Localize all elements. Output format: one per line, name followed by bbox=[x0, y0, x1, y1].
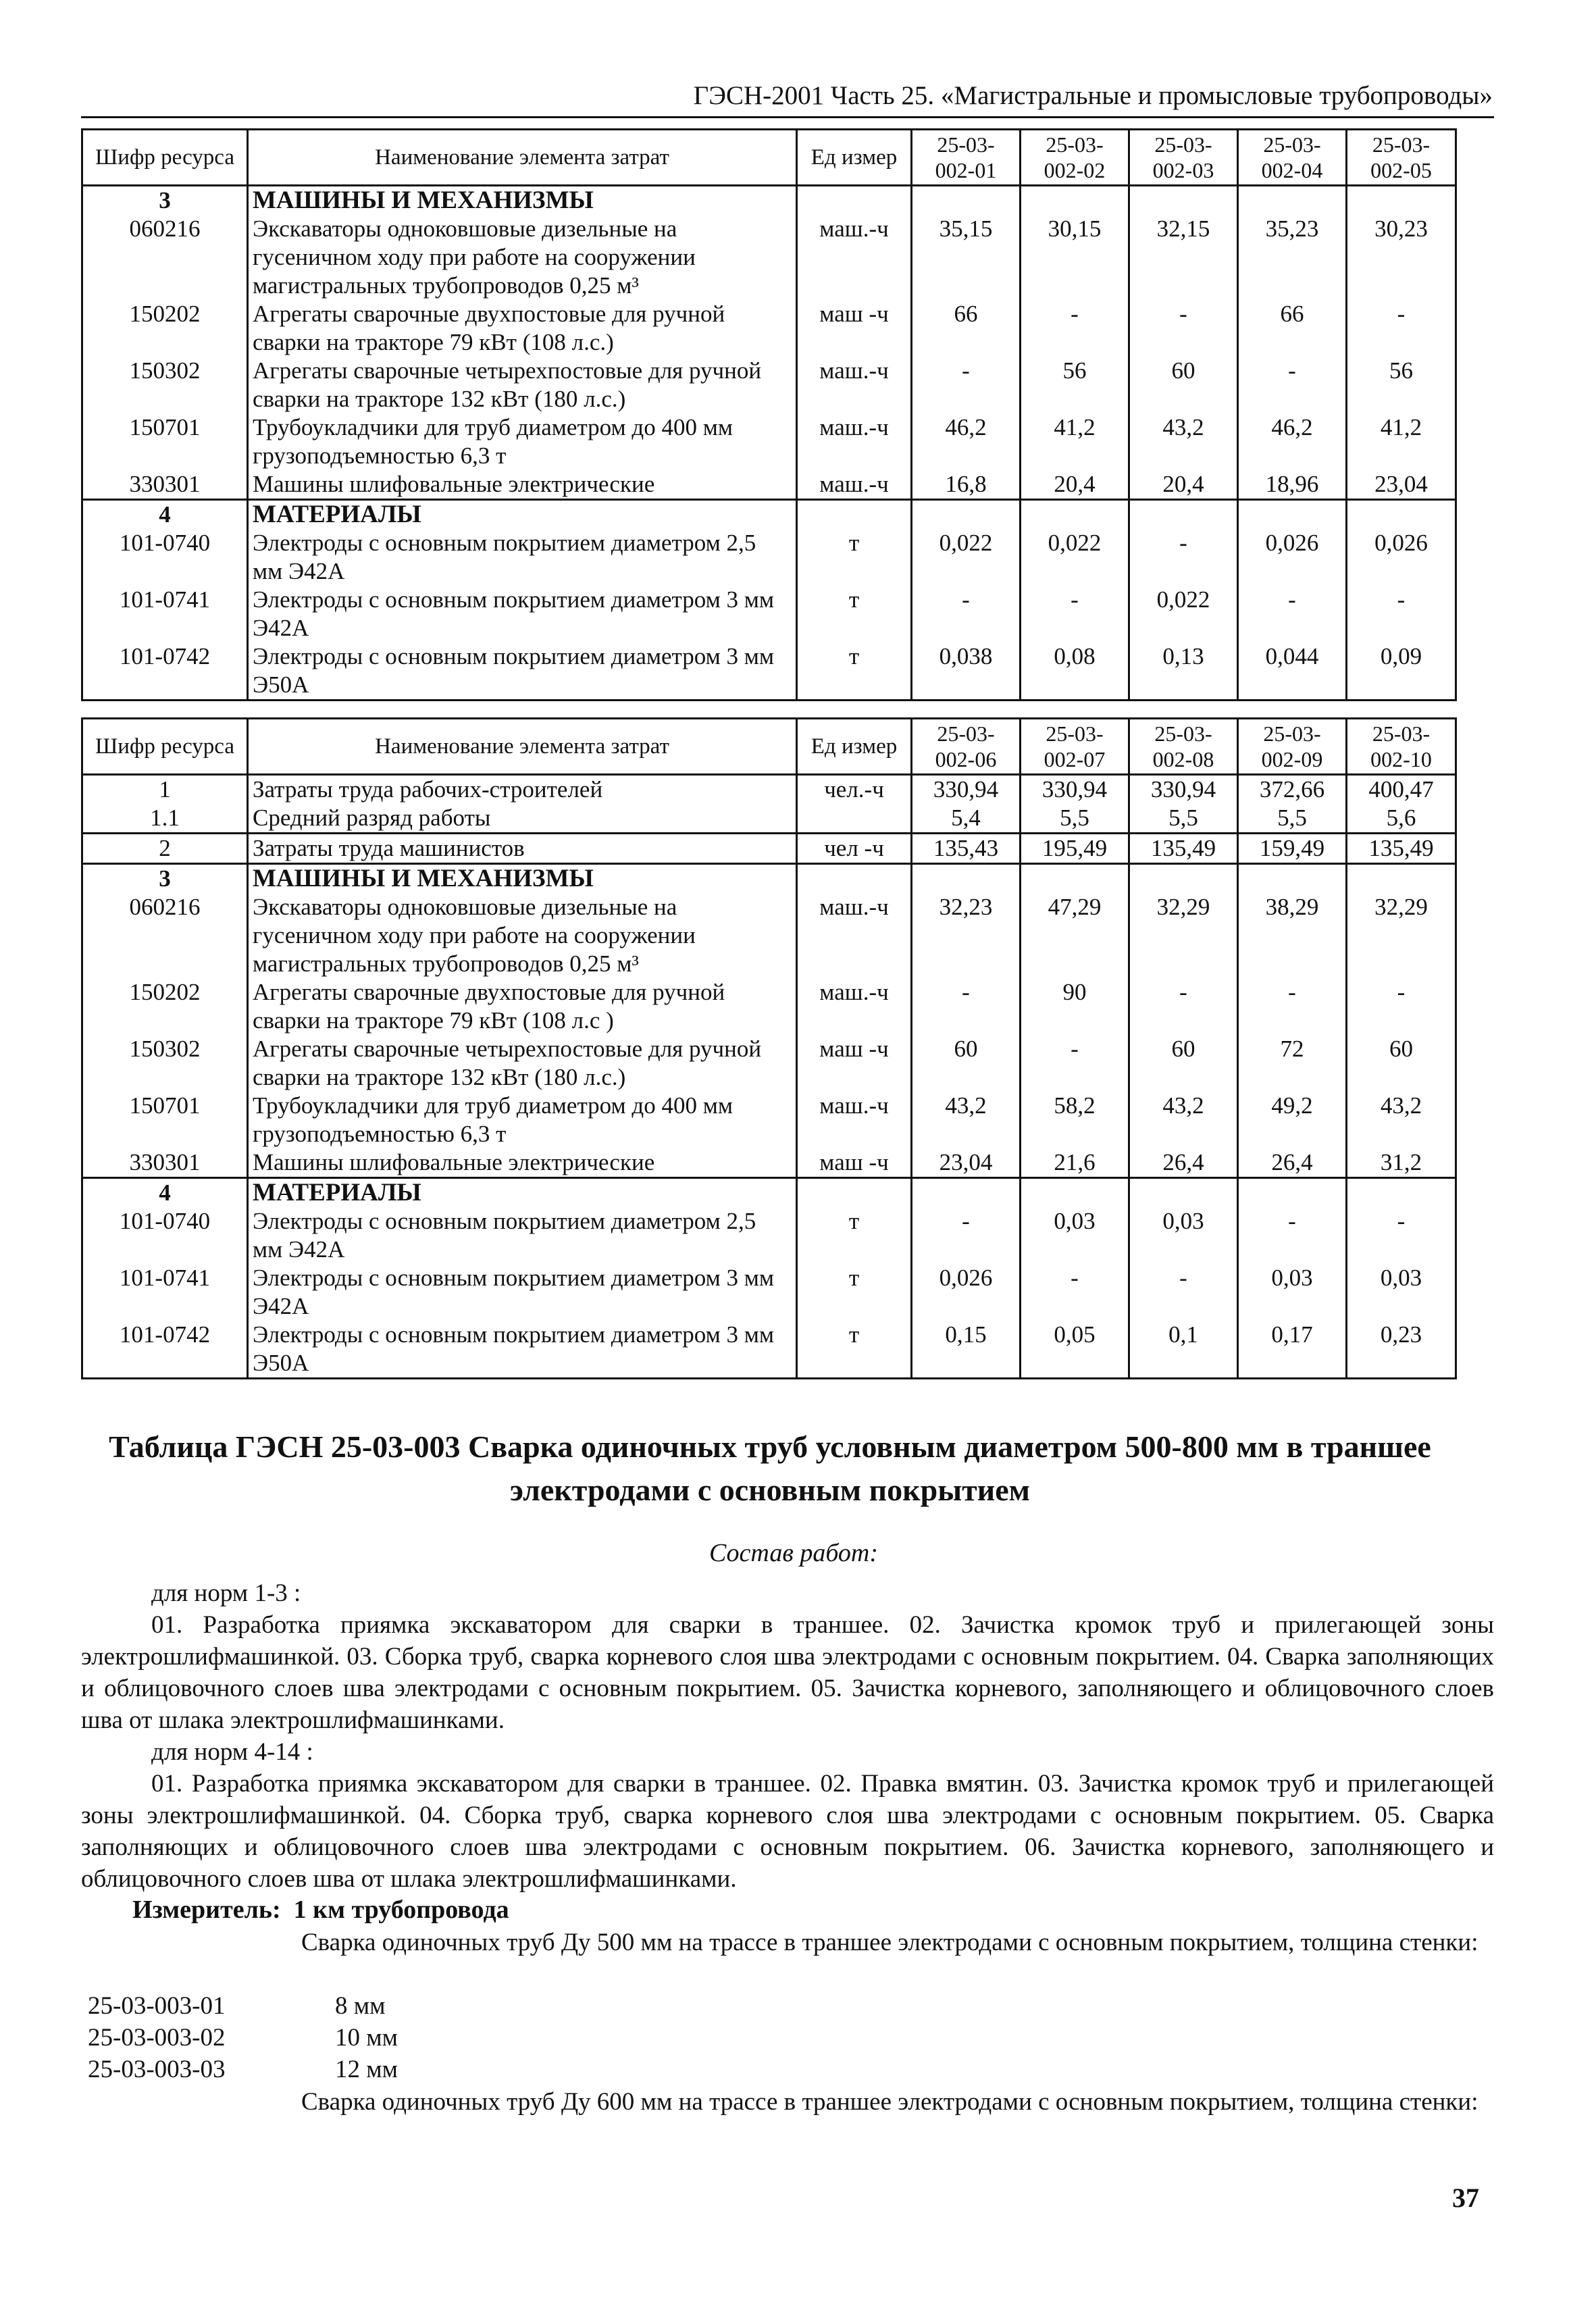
resource-value: 32,15 bbox=[1129, 215, 1238, 300]
resource-code: 150302 bbox=[82, 357, 248, 413]
resource-value: 23,04 bbox=[912, 1148, 1021, 1178]
page-number: 37 bbox=[1452, 2183, 1479, 2213]
resource-name: Агрегаты сварочные четырехпостовые для ручной сварки на тракторе 132 кВт (180 л.с.) bbox=[248, 357, 797, 413]
resource-value: 0,026 bbox=[1238, 529, 1347, 586]
resource-value: - bbox=[1347, 586, 1456, 642]
resource-table-2 bbox=[81, 717, 1457, 1379]
resource-value: 66 bbox=[912, 300, 1021, 357]
resource-value: - bbox=[1129, 1264, 1238, 1321]
resource-name: Агрегаты сварочные двухпостовые для ручной сварки на тракторе 79 кВт (108 л.с.) bbox=[248, 300, 797, 357]
measure-label: Измеритель: bbox=[132, 1896, 281, 1924]
resource-value: - bbox=[912, 1207, 1021, 1264]
resource-unit: маш.-ч bbox=[797, 215, 912, 300]
resource-row bbox=[82, 586, 1456, 642]
resource-value: 0,03 bbox=[1347, 1264, 1456, 1321]
resource-value: 35,15 bbox=[912, 215, 1021, 300]
resource-value: 46,2 bbox=[1238, 413, 1347, 470]
resource-value: 0,03 bbox=[1129, 1207, 1238, 1264]
resource-value: 330,94 bbox=[1021, 775, 1129, 805]
norm-thickness: 10 мм bbox=[335, 2024, 398, 2052]
resource-value: 38,29 bbox=[1238, 893, 1347, 978]
resource-value: 0,15 bbox=[912, 1321, 1021, 1379]
resource-value: - bbox=[1238, 586, 1347, 642]
resource-unit: маш.-ч bbox=[797, 357, 912, 413]
resource-value: - bbox=[1238, 978, 1347, 1035]
resource-value: 0,038 bbox=[912, 642, 1021, 701]
resource-row bbox=[82, 413, 1456, 470]
resource-unit: маш -ч bbox=[797, 1035, 912, 1092]
section-row bbox=[82, 186, 1456, 215]
resource-code: 101-0741 bbox=[82, 1264, 248, 1321]
section-code: 3 bbox=[82, 864, 248, 894]
resource-row bbox=[82, 978, 1456, 1035]
resource-name: Машины шлифовальные электрические bbox=[248, 1148, 797, 1178]
resource-value: 47,29 bbox=[1021, 893, 1129, 978]
resource-code: 330301 bbox=[82, 1148, 248, 1178]
resource-value: - bbox=[1238, 1207, 1347, 1264]
resource-name: Агрегаты сварочные четырехпостовые для ручной сварки на тракторе 132 кВт (180 л.с.) bbox=[248, 1035, 797, 1092]
resource-value: 0,044 bbox=[1238, 642, 1347, 701]
col-header-norm: 25-03- 002-02 bbox=[1021, 130, 1129, 186]
resource-value: 56 bbox=[1347, 357, 1456, 413]
resource-value: - bbox=[1347, 1207, 1456, 1264]
resource-code: 1.1 bbox=[82, 804, 248, 834]
resource-value: - bbox=[1129, 529, 1238, 586]
col-header-unit: Ед измер bbox=[797, 719, 912, 775]
resource-name: Агрегаты сварочные двухпостовые для ручной сварки на тракторе 79 кВт (108 л.с ) bbox=[248, 978, 797, 1035]
resource-row bbox=[82, 804, 1456, 834]
section-title-cell: МАТЕРИАЛЫ bbox=[248, 500, 797, 530]
resource-value: 41,2 bbox=[1021, 413, 1129, 470]
resource-value: 135,49 bbox=[1347, 834, 1456, 864]
resource-unit: маш.-ч bbox=[797, 893, 912, 978]
resource-unit: т bbox=[797, 1264, 912, 1321]
resource-value: - bbox=[912, 357, 1021, 413]
composition-label: Состав работ: bbox=[709, 1539, 879, 1567]
resource-unit: т bbox=[797, 529, 912, 586]
resource-row bbox=[82, 1092, 1456, 1148]
resource-value: 0,026 bbox=[1347, 529, 1456, 586]
resource-row bbox=[82, 470, 1456, 500]
resource-value: 5,6 bbox=[1347, 804, 1456, 834]
norm-code: 25-03-003-01 bbox=[88, 1992, 226, 2020]
resource-value: - bbox=[912, 978, 1021, 1035]
norm-code: 25-03-003-02 bbox=[88, 2024, 226, 2052]
resource-unit: маш.-ч bbox=[797, 978, 912, 1035]
col-header-norm: 25-03- 002-05 bbox=[1347, 130, 1456, 186]
resource-value: - bbox=[1129, 300, 1238, 357]
resource-name: Электроды с основным покрытием диаметром 2,5 мм Э42А bbox=[248, 1207, 797, 1264]
section-code: 4 bbox=[82, 500, 248, 530]
resource-value: - bbox=[1021, 1035, 1129, 1092]
resource-value: 43,2 bbox=[912, 1092, 1021, 1148]
col-header-norm: 25-03- 002-03 bbox=[1129, 130, 1238, 186]
resource-name: Экскаваторы одноковшовые дизельные на гусеничном ходу при работе на сооружении магистральных трубопроводов 0,25 м³ bbox=[248, 893, 797, 978]
resource-value: 60 bbox=[1129, 357, 1238, 413]
resource-value: 5,5 bbox=[1129, 804, 1238, 834]
resource-value: 41,2 bbox=[1347, 413, 1456, 470]
resource-value: 0,13 bbox=[1129, 642, 1238, 701]
resource-value: 0,09 bbox=[1347, 642, 1456, 701]
resource-value: 49,2 bbox=[1238, 1092, 1347, 1148]
resource-row bbox=[82, 529, 1456, 586]
resource-unit: т bbox=[797, 586, 912, 642]
measure-line bbox=[132, 1893, 509, 1926]
resource-code: 150202 bbox=[82, 300, 248, 357]
resource-unit: т bbox=[797, 1321, 912, 1379]
resource-value: 0,022 bbox=[1021, 529, 1129, 586]
resource-row bbox=[82, 1035, 1456, 1092]
resource-value: 20,4 bbox=[1129, 470, 1238, 500]
resource-value: 58,2 bbox=[1021, 1092, 1129, 1148]
resource-code: 060216 bbox=[82, 893, 248, 978]
resource-name: Трубоукладчики для труб диаметром до 400 мм грузоподъемностью 6,3 т bbox=[248, 1092, 797, 1148]
resource-unit: маш.-ч bbox=[797, 1092, 912, 1148]
resource-name: Электроды с основным покрытием диаметром 2,5 мм Э42А bbox=[248, 529, 797, 586]
section-row bbox=[82, 500, 1456, 530]
work-composition-text: 01. Разработка приямка экскаватором для сварки в траншее. 02. Зачистка кромок труб и прилегающей зоны электрошлифмашинкой. 03. Сборка труб, сварка корневого слоя шва электродами с основным покрытием. 04. Сварка заполняющих и облицовочного слоев шва электродами с основным покрытием. 05. Зачистка корневого, заполняющего и облицовочного слоев шва от шлака электрошлифмашинками. bbox=[81, 1611, 1494, 1734]
col-header-code: Шифр ресурса bbox=[82, 130, 248, 186]
resource-row bbox=[82, 300, 1456, 357]
resource-value: - bbox=[912, 586, 1021, 642]
section-title: Таблица ГЭСН 25-03-003 Сварка одиночных труб условным диаметром 500-800 мм в траншее электродами с основным покрытием bbox=[109, 1429, 1431, 1507]
section-title-cell: МАШИНЫ И МЕХАНИЗМЫ bbox=[248, 186, 797, 215]
resource-row bbox=[82, 775, 1456, 805]
resource-value: 372,66 bbox=[1238, 775, 1347, 805]
section-code: 3 bbox=[82, 186, 248, 215]
resource-row bbox=[82, 357, 1456, 413]
resource-value: - bbox=[1021, 1264, 1129, 1321]
resource-value: 30,15 bbox=[1021, 215, 1129, 300]
resource-value: 43,2 bbox=[1129, 413, 1238, 470]
resource-row bbox=[82, 1148, 1456, 1178]
resource-name: Затраты труда рабочих-строителей bbox=[248, 775, 797, 805]
work-composition-text: 01. Разработка приямка экскаватором для сварки в траншее. 02. Правка вмятин. 03. Зачистка кромок труб и прилегающей зоны электрошлифмашинкой. 04. Сборка труб, сварка корневого слоя шва электродами с основным покрытием. 05. Сварка заполняющих и облицовочного слоев шва электродами с основным покрытием. 06. Зачистка корневого, заполняющего и облицовочного слоев шва от шлака электрошлифмашинками. bbox=[81, 1770, 1494, 1893]
resource-value: - bbox=[1347, 300, 1456, 357]
resource-code: 101-0741 bbox=[82, 586, 248, 642]
resource-table-1 bbox=[81, 128, 1457, 701]
resource-value: 5,5 bbox=[1238, 804, 1347, 834]
section-code: 4 bbox=[82, 1178, 248, 1208]
section-row bbox=[82, 1178, 1456, 1208]
col-header-norm: 25-03- 002-09 bbox=[1238, 719, 1347, 775]
resource-name: Трубоукладчики для труб диаметром до 400 мм грузоподъемностью 6,3 т bbox=[248, 413, 797, 470]
resource-value: 0,022 bbox=[1129, 586, 1238, 642]
resource-value: 0,1 bbox=[1129, 1321, 1238, 1379]
norm-group-label: для норм 4-14 : bbox=[151, 1738, 313, 1766]
resource-value: 0,022 bbox=[912, 529, 1021, 586]
resource-unit: чел.-ч bbox=[797, 775, 912, 805]
resource-code: 060216 bbox=[82, 215, 248, 300]
resource-code: 101-0740 bbox=[82, 529, 248, 586]
resource-unit: маш -ч bbox=[797, 1148, 912, 1178]
resource-code: 150701 bbox=[82, 413, 248, 470]
resource-value: 32,29 bbox=[1129, 893, 1238, 978]
resource-name: Экскаваторы одноковшовые дизельные на гусеничном ходу при работе на сооружении магистральных трубопроводов 0,25 м³ bbox=[248, 215, 797, 300]
measure-value: 1 км трубопровода bbox=[293, 1896, 509, 1924]
resource-row bbox=[82, 642, 1456, 701]
resource-row bbox=[82, 893, 1456, 978]
resource-name: Электроды с основным покрытием диаметром 3 мм Э42А bbox=[248, 1264, 797, 1321]
norm-thickness: 12 мм bbox=[335, 2056, 398, 2083]
resource-value: 23,04 bbox=[1347, 470, 1456, 500]
section-title-cell: МАТЕРИАЛЫ bbox=[248, 1178, 797, 1208]
resource-value: 0,026 bbox=[912, 1264, 1021, 1321]
resource-code: 101-0742 bbox=[82, 1321, 248, 1379]
resource-unit: т bbox=[797, 1207, 912, 1264]
resource-value: - bbox=[1347, 978, 1456, 1035]
resource-name: Машины шлифовальные электрические bbox=[248, 470, 797, 500]
resource-value: 330,94 bbox=[912, 775, 1021, 805]
section-row bbox=[82, 864, 1456, 894]
resource-value: - bbox=[1021, 300, 1129, 357]
resource-value: 0,03 bbox=[1238, 1264, 1347, 1321]
resource-name: Затраты труда машинистов bbox=[248, 834, 797, 864]
header-rule bbox=[81, 116, 1494, 118]
col-header-norm: 25-03- 002-06 bbox=[912, 719, 1021, 775]
resource-value: 18,96 bbox=[1238, 470, 1347, 500]
resource-value: 0,08 bbox=[1021, 642, 1129, 701]
resource-value: 0,05 bbox=[1021, 1321, 1129, 1379]
col-header-name: Наименование элемента затрат bbox=[248, 719, 797, 775]
resource-value: 60 bbox=[1347, 1035, 1456, 1092]
resource-row bbox=[82, 1207, 1456, 1264]
resource-value: 32,29 bbox=[1347, 893, 1456, 978]
resource-unit: маш -ч bbox=[797, 300, 912, 357]
resource-row bbox=[82, 1321, 1456, 1379]
norm-description: Сварка одиночных труб Ду 500 мм на трассе в траншее электродами с основным покрытием, толщина стенки: bbox=[301, 1929, 1478, 1956]
resource-name: Средний разряд работы bbox=[248, 804, 797, 834]
resource-value: 60 bbox=[912, 1035, 1021, 1092]
resource-code: 150202 bbox=[82, 978, 248, 1035]
col-header-name: Наименование элемента затрат bbox=[248, 130, 797, 186]
resource-value: 46,2 bbox=[912, 413, 1021, 470]
resource-value: 0,03 bbox=[1021, 1207, 1129, 1264]
resource-code: 2 bbox=[82, 834, 248, 864]
resource-value: - bbox=[1129, 978, 1238, 1035]
resource-name: Электроды с основным покрытием диаметром 3 мм Э50А bbox=[248, 1321, 797, 1379]
resource-value: 26,4 bbox=[1129, 1148, 1238, 1178]
resource-value: 135,43 bbox=[912, 834, 1021, 864]
resource-code: 330301 bbox=[82, 470, 248, 500]
resource-unit: чел -ч bbox=[797, 834, 912, 864]
resource-code: 101-0742 bbox=[82, 642, 248, 701]
resource-name: Электроды с основным покрытием диаметром 3 мм Э42А bbox=[248, 586, 797, 642]
resource-value: 0,17 bbox=[1238, 1321, 1347, 1379]
resource-value: - bbox=[1238, 357, 1347, 413]
resource-row bbox=[82, 834, 1456, 864]
resource-code: 1 bbox=[82, 775, 248, 805]
resource-value: 30,23 bbox=[1347, 215, 1456, 300]
norm-code: 25-03-003-03 bbox=[88, 2056, 226, 2083]
resource-value: 66 bbox=[1238, 300, 1347, 357]
resource-value: 135,49 bbox=[1129, 834, 1238, 864]
resource-value: 56 bbox=[1021, 357, 1129, 413]
norm-description: Сварка одиночных труб Ду 600 мм на трассе в траншее электродами с основным покрытием, толщина стенки: bbox=[301, 2088, 1478, 2116]
resource-value: - bbox=[1021, 586, 1129, 642]
col-header-norm: 25-03- 002-01 bbox=[912, 130, 1021, 186]
resource-value: 16,8 bbox=[912, 470, 1021, 500]
resource-value: 195,49 bbox=[1021, 834, 1129, 864]
col-header-norm: 25-03- 002-04 bbox=[1238, 130, 1347, 186]
resource-value: 21,6 bbox=[1021, 1148, 1129, 1178]
section-title-cell: МАШИНЫ И МЕХАНИЗМЫ bbox=[248, 864, 797, 894]
resource-value: 43,2 bbox=[1129, 1092, 1238, 1148]
resource-value: 43,2 bbox=[1347, 1092, 1456, 1148]
resource-value: 20,4 bbox=[1021, 470, 1129, 500]
resource-unit bbox=[797, 804, 912, 834]
col-header-unit: Ед измер bbox=[797, 130, 912, 186]
resource-code: 150701 bbox=[82, 1092, 248, 1148]
resource-code: 150302 bbox=[82, 1035, 248, 1092]
resource-unit: маш.-ч bbox=[797, 470, 912, 500]
col-header-code: Шифр ресурса bbox=[82, 719, 248, 775]
resource-row bbox=[82, 1264, 1456, 1321]
resource-value: 400,47 bbox=[1347, 775, 1456, 805]
resource-value: 32,23 bbox=[912, 893, 1021, 978]
col-header-norm: 25-03- 002-10 bbox=[1347, 719, 1456, 775]
norm-group-label: для норм 1-3 : bbox=[151, 1579, 301, 1607]
resource-unit: т bbox=[797, 642, 912, 701]
resource-unit: маш.-ч bbox=[797, 413, 912, 470]
resource-value: 90 bbox=[1021, 978, 1129, 1035]
resource-value: 35,23 bbox=[1238, 215, 1347, 300]
col-header-norm: 25-03- 002-07 bbox=[1021, 719, 1129, 775]
resource-value: 60 bbox=[1129, 1035, 1238, 1092]
resource-value: 26,4 bbox=[1238, 1148, 1347, 1178]
resource-value: 5,4 bbox=[912, 804, 1021, 834]
resource-value: 5,5 bbox=[1021, 804, 1129, 834]
norm-thickness: 8 мм bbox=[335, 1992, 386, 2020]
resource-value: 0,23 bbox=[1347, 1321, 1456, 1379]
resource-value: 31,2 bbox=[1347, 1148, 1456, 1178]
col-header-norm: 25-03- 002-08 bbox=[1129, 719, 1238, 775]
resource-value: 72 bbox=[1238, 1035, 1347, 1092]
resource-name: Электроды с основным покрытием диаметром 3 мм Э50А bbox=[248, 642, 797, 701]
resource-row bbox=[82, 215, 1456, 300]
resource-value: 159,49 bbox=[1238, 834, 1347, 864]
running-header: ГЭСН-2001 Часть 25. «Магистральные и промысловые трубопроводы» bbox=[693, 81, 1493, 110]
resource-value: 330,94 bbox=[1129, 775, 1238, 805]
resource-code: 101-0740 bbox=[82, 1207, 248, 1264]
